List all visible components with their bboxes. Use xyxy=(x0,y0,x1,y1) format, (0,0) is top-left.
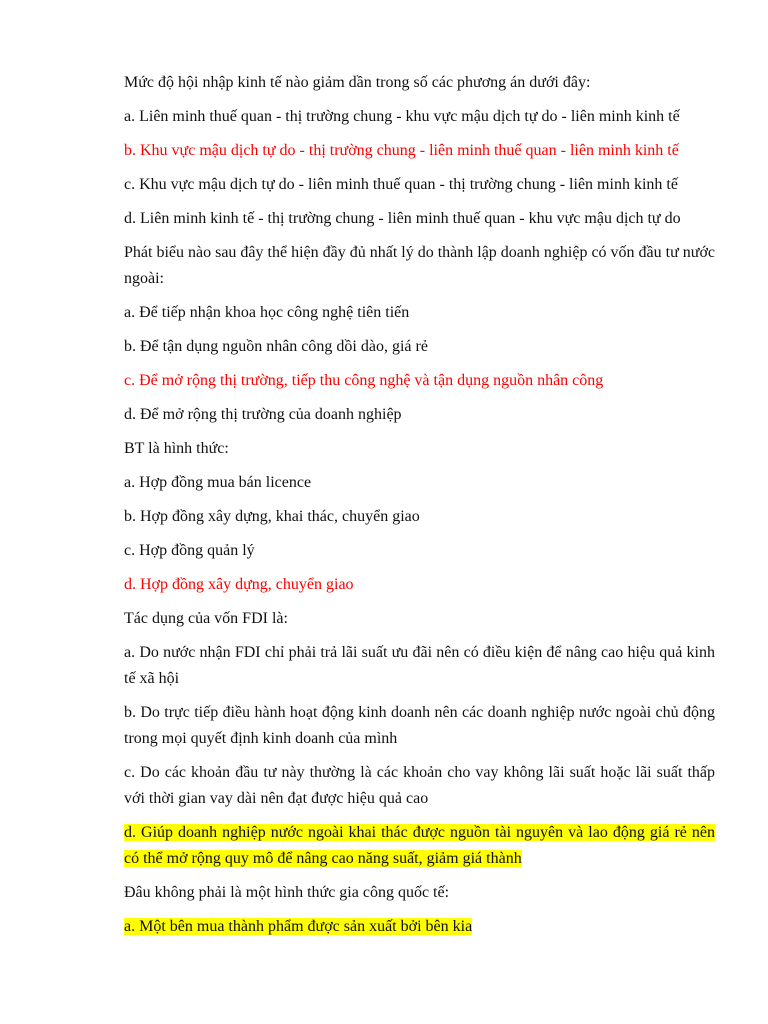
question-4: Tác dụng của vốn FDI là: xyxy=(124,610,288,627)
question-5: Đâu không phải là một hình thức gia công quốc tế: xyxy=(124,884,450,901)
question-2: Phát biểu nào sau đây thể hiện đầy đủ nhất lý do thành lập doanh nghiệp có vốn đầu tư nước ngoài: xyxy=(124,244,716,287)
option-2c-answer: c. Để mở rộng thị trường, tiếp thu công nghệ và tận dụng nguồn nhân công xyxy=(124,372,604,389)
option-4b: b. Do trực tiếp điều hành hoạt động kinh doanh nên các doanh nghiệp nước ngoài chủ động trong mọi quyết định kinh doanh của mình xyxy=(124,704,715,747)
question-1: Mức độ hội nhập kinh tế nào giảm dần trong số các phương án dưới đây: xyxy=(124,74,591,91)
option-1b-answer: b. Khu vực mậu dịch tự do - thị trường chung - liên minh thuế quan - liên minh kinh tế xyxy=(124,142,679,159)
document-page xyxy=(124,70,715,948)
option-4c: c. Do các khoản đầu tư này thường là các khoản cho vay không lãi suất hoặc lãi suất thấp với thời gian vay dài nên đạt được hiệu quả cao xyxy=(124,764,715,807)
option-3a: a. Hợp đồng mua bán licence xyxy=(124,474,312,491)
option-4d-answer: d. Giúp doanh nghiệp nước ngoài khai thác được nguồn tài nguyên và lao động giá rẻ nên có thể mở rộng quy mô để nâng cao năng suất, giảm giá thành xyxy=(124,824,715,867)
option-3b: b. Hợp đồng xây dựng, khai thác, chuyển giao xyxy=(124,508,420,525)
option-3d-answer: d. Hợp đồng xây dựng, chuyển giao xyxy=(124,576,354,593)
option-2a: a. Để tiếp nhận khoa học công nghệ tiên tiến xyxy=(124,304,410,321)
option-3c: c. Hợp đồng quản lý xyxy=(124,542,255,559)
option-4a: a. Do nước nhận FDI chỉ phải trả lãi suất ưu đãi nên có điều kiện để nâng cao hiệu quả kinh tế xã hội xyxy=(124,644,715,687)
option-2d: d. Để mở rộng thị trường của doanh nghiệp xyxy=(124,406,402,423)
option-1d: d. Liên minh kinh tế - thị trường chung - liên minh thuế quan - khu vực mậu dịch tự do xyxy=(124,210,681,227)
option-2b: b. Để tận dụng nguồn nhân công dồi dào, giá rẻ xyxy=(124,338,428,355)
question-3: BT là hình thức: xyxy=(124,440,229,457)
option-1c: c. Khu vực mậu dịch tự do - liên minh thuế quan - thị trường chung - liên minh kinh tế xyxy=(124,176,678,193)
option-1a: a. Liên minh thuế quan - thị trường chung - khu vực mậu dịch tự do - liên minh kinh tế xyxy=(124,108,680,125)
option-5a-answer: a. Một bên mua thành phẩm được sản xuất bởi bên kia xyxy=(124,918,473,935)
